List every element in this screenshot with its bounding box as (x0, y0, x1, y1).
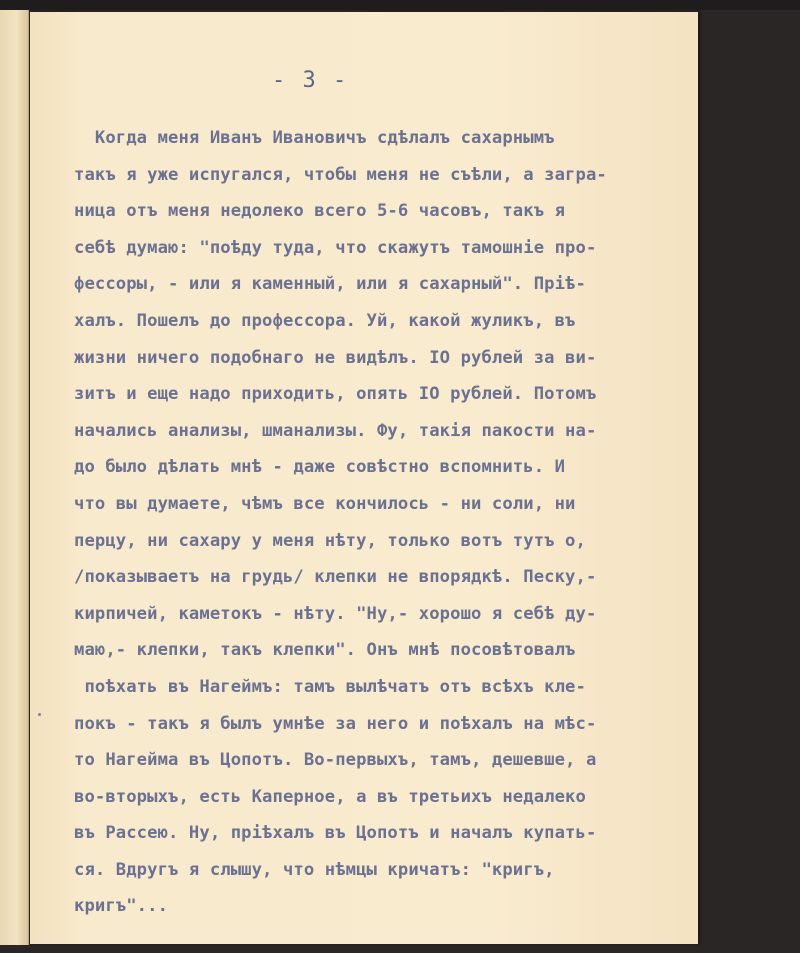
text-line: зитъ и еще надо приходить, опять IO рублей. Потомъ (74, 384, 597, 405)
scan-top-border (0, 0, 800, 10)
text-line: халъ. Пошелъ до профессора. Уй, какой жуликъ, въ (74, 310, 576, 331)
text-line: ся. Вдругъ я слышу, что нѣмцы кричатъ: "кригъ, (74, 859, 555, 880)
ink-dot (38, 713, 41, 716)
text-line: маю,- клепки, такъ клепки". Онъ мнѣ посовѣтовалъ (74, 640, 576, 661)
text-line: въ Рассею. Ну, пріѣхалъ въ Цопотъ и началъ купать- (74, 823, 597, 844)
text-line: начались анализы, шманализы. Фу, такія пакости на- (74, 420, 597, 441)
text-line: поѣхать въ Нагеймъ: тамъ вылѣчатъ отъ всѣхъ кле- (74, 676, 586, 697)
text-line: такъ я уже испугался, чтобы меня не съѣли, а загра- (74, 164, 607, 185)
text-line: перцу, ни сахару у меня нѣту, только вотъ тутъ о, (74, 530, 586, 551)
text-line: /показываетъ на грудь/ клепки не впорядкѣ. Песку,- (74, 567, 597, 588)
text-line: покъ - такъ я былъ умнѣе за него и поѣхалъ на мѣс- (74, 713, 597, 734)
text-line: фессоры, - или я каменный, или я сахарный". Пріѣ- (74, 274, 586, 295)
text-line: кирпичей, каметокъ - нѣту. "Ну,- хорошо я себѣ ду- (74, 603, 597, 624)
text-line: жизни ничего подобнаго не видѣлъ. IO рублей за ви- (74, 347, 597, 368)
text-line: кригъ"... (74, 896, 169, 917)
page-number: - 3 - (272, 68, 349, 93)
body-text (74, 120, 698, 925)
text-line: то Нагейма въ Цопотъ. Во-первыхъ, тамъ, дешевше, а (74, 750, 597, 771)
typewritten-page (30, 12, 698, 944)
text-line: себѣ думаю: "поѣду туда, что скажутъ тамошніе про- (74, 237, 597, 258)
text-line: что вы думаете, чѣмъ все кончилось - ни соли, ни (74, 493, 576, 514)
text-line: ница отъ меня недолеко всего 5-6 часовъ, такъ я (74, 201, 566, 222)
text-line: Когда меня Иванъ Ивановичъ сдѣлалъ сахарнымъ (74, 128, 555, 148)
text-line: во-вторыхъ, есть Каперное, а въ третьихъ недалеко (74, 786, 586, 807)
text-line: до было дѣлать мнѣ - даже совѣстно вспомнить. И (74, 457, 566, 478)
left-page-edge (0, 10, 29, 945)
